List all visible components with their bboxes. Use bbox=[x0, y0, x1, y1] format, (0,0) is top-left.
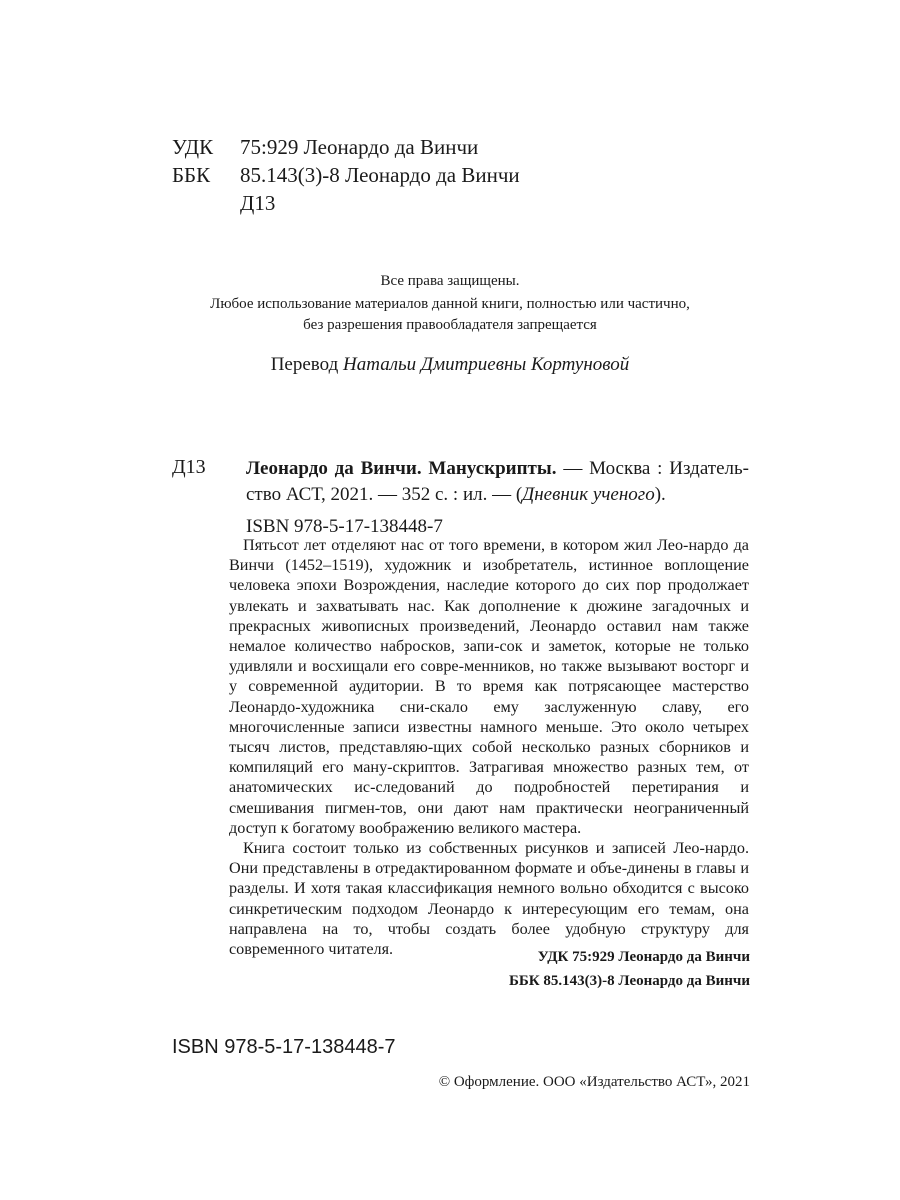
footer-isbn: ISBN 978-5-17-138448-7 bbox=[172, 1036, 396, 1058]
udk-line bbox=[172, 133, 478, 161]
rights-line-3: без разрешения правообладателя запрещается bbox=[303, 317, 597, 333]
abstract-paragraph-2: Книга состоит только из собственных рисунков и записей Лео-нардо. Они представлены в отредактированном формате и объе-динены в главы и разделы. И хотя такая классификация немного вольно обходится с высоко синкретическим подходом Леонардо к интересующим его темам, она направлена на то, чтобы создать более удобную структуру для современного читателя. bbox=[229, 839, 749, 959]
catalog-isbn: ISBN 978-5-17-138448-7 bbox=[246, 516, 443, 537]
udk-value: 75:929 Леонардо да Винчи bbox=[240, 135, 479, 159]
catalog-udk: УДК 75:929 Леонардо да Винчи bbox=[537, 949, 750, 965]
catalog-series: Дневник ученого bbox=[522, 484, 655, 505]
udk-label: УДК bbox=[172, 135, 214, 159]
catalog-bbk: ББК 85.143(3)-8 Леонардо да Винчи bbox=[508, 973, 750, 989]
translation-prefix: Перевод bbox=[270, 354, 339, 375]
author-mark: Д13 bbox=[240, 191, 276, 215]
catalog-author-mark: Д13 bbox=[172, 456, 206, 478]
catalog-title: Леонардо да Винчи. Манускрипты. bbox=[246, 458, 557, 479]
bbk-line bbox=[172, 161, 520, 189]
footer-copyright: © Оформление. ООО «Издательство АСТ», 2021 bbox=[438, 1074, 750, 1090]
bbk-label: ББК bbox=[172, 163, 211, 187]
author-mark-line bbox=[172, 189, 275, 217]
catalog-imprint-end: ). bbox=[654, 484, 666, 505]
catalog-entry bbox=[246, 456, 749, 508]
bbk-value: 85.143(3)-8 Леонардо да Винчи bbox=[240, 163, 520, 187]
rights-line-1: Все права защищены. bbox=[380, 273, 520, 289]
catalog-imprint: — Москва : Издатель-ство АСТ, 2021. — 352 с. : ил. — ( bbox=[246, 458, 749, 505]
rights-line-2: Любое использование материалов данной книги, полностью или частично, bbox=[210, 296, 690, 312]
translator-name: Натальи Дмитриевны Кортуновой bbox=[343, 354, 630, 375]
abstract-paragraph-1: Пятьсот лет отделяют нас от того времени, в котором жил Лео-нардо да Винчи (1452–1519), художник и изобретатель, истинное воплощение человека эпохи Возрождения, наследие которого до сих пор продолжает увлекать и захватывать нас. Как дополнение к дюжине загадочных и прекрасных живописных произведений, Леонардо оставил нам также немалое количество набросков, запи-сок и заметок, которые не только удивляли и восхищали его совре-менников, но также вызывают восторг и у современной аудитории. В то время как потрясающее мастерство Леонардо-художника сни-скало ему заслуженную славу, его многочисленные записи известны намного меньше. Это около четырех тысяч листов, представляю-щих собой несколько разных сборников и компиляций его ману-скриптов. Затрагивая множество разных тем, от анатомических ис-следований до подробностей перетирания и смешивания пигмен-тов, они дают нам практически неограниченный доступ к богатому воображению великого мастера. bbox=[229, 536, 749, 837]
translation-credit bbox=[0, 354, 900, 376]
catalog-abstract bbox=[229, 535, 749, 959]
